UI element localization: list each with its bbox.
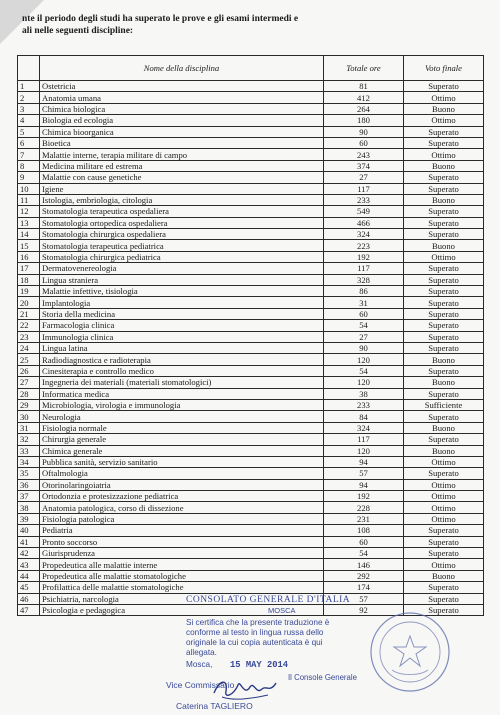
- final-grade: Ottimo: [404, 513, 484, 524]
- final-grade: Buono: [404, 570, 484, 581]
- certification-text-line: Si certifica che la presente traduzione è: [186, 618, 330, 627]
- consul-title: Il Console Generale: [288, 673, 357, 682]
- total-hours: 117: [324, 434, 404, 445]
- row-number: 3: [18, 103, 40, 114]
- final-grade: Superato: [404, 183, 484, 194]
- final-grade: Superato: [404, 388, 484, 399]
- final-grade: Superato: [404, 548, 484, 559]
- discipline-name: Chimica biologica: [40, 103, 324, 114]
- table-row: [18, 297, 484, 308]
- total-hours: 92: [324, 604, 404, 615]
- total-hours: 94: [324, 479, 404, 490]
- total-hours: 60: [324, 137, 404, 148]
- total-hours: 31: [324, 297, 404, 308]
- row-number: 43: [18, 559, 40, 570]
- table-header-row: [18, 56, 484, 81]
- row-number: 7: [18, 149, 40, 160]
- column-header-hours: Totale ore: [324, 56, 404, 81]
- table-row: [18, 479, 484, 490]
- table-row: [18, 365, 484, 376]
- total-hours: 243: [324, 149, 404, 160]
- total-hours: 117: [324, 263, 404, 274]
- discipline-name: Farmacologia clinica: [40, 320, 324, 331]
- total-hours: 60: [324, 308, 404, 319]
- final-grade: Buono: [404, 422, 484, 433]
- row-number: 29: [18, 399, 40, 410]
- total-hours: 412: [324, 92, 404, 103]
- certification-text-line: originale la cui copia autenticata è qui: [186, 638, 323, 647]
- table-row: [18, 320, 484, 331]
- total-hours: 120: [324, 377, 404, 388]
- final-grade: Superato: [404, 536, 484, 547]
- row-number: 28: [18, 388, 40, 399]
- table-row: [18, 456, 484, 467]
- discipline-name: Biologia ed ecologia: [40, 115, 324, 126]
- final-grade: Superato: [404, 411, 484, 422]
- row-number: 34: [18, 456, 40, 467]
- discipline-name: Oftalmologia: [40, 468, 324, 479]
- table-row: [18, 263, 484, 274]
- certification-text-line: allegata.: [186, 648, 217, 657]
- total-hours: 120: [324, 354, 404, 365]
- discipline-name: Fisiologia patologica: [40, 513, 324, 524]
- row-number: 6: [18, 137, 40, 148]
- total-hours: 94: [324, 456, 404, 467]
- total-hours: 228: [324, 502, 404, 513]
- discipline-name: Psicologia e pedagogica: [40, 604, 324, 615]
- table-row: [18, 229, 484, 240]
- row-number: 19: [18, 286, 40, 297]
- table-row: [18, 559, 484, 570]
- row-number: 40: [18, 525, 40, 536]
- final-grade: Buono: [404, 194, 484, 205]
- consulate-city: MOSCA: [268, 606, 296, 615]
- row-number: 5: [18, 126, 40, 137]
- final-grade: Ottimo: [404, 149, 484, 160]
- table-row: [18, 525, 484, 536]
- final-grade: Superato: [404, 286, 484, 297]
- total-hours: 57: [324, 593, 404, 604]
- row-number: 21: [18, 308, 40, 319]
- final-grade: Superato: [404, 320, 484, 331]
- discipline-name: Malattie con cause genetiche: [40, 172, 324, 183]
- row-number: 32: [18, 434, 40, 445]
- discipline-name: Storia della medicina: [40, 308, 324, 319]
- header-line-1: nte il periodo degli studi ha superato le prove e gli esami intermedi e: [22, 14, 299, 24]
- final-grade: Superato: [404, 137, 484, 148]
- table-row: [18, 206, 484, 217]
- table-row: [18, 570, 484, 581]
- final-grade: Superato: [404, 434, 484, 445]
- final-grade: Superato: [404, 217, 484, 228]
- final-grade: Buono: [404, 445, 484, 456]
- table-row: [18, 411, 484, 422]
- discipline-name: Igiene: [40, 183, 324, 194]
- final-grade: Superato: [404, 274, 484, 285]
- row-number: 8: [18, 160, 40, 171]
- table-row: [18, 251, 484, 262]
- total-hours: 146: [324, 559, 404, 570]
- total-hours: 192: [324, 251, 404, 262]
- table-row: [18, 115, 484, 126]
- table-row: [18, 548, 484, 559]
- discipline-name: Profilattica delle malattie stomatologiche: [40, 582, 324, 593]
- total-hours: 174: [324, 582, 404, 593]
- final-grade: Superato: [404, 308, 484, 319]
- row-number: 17: [18, 263, 40, 274]
- discipline-name: Pediatria: [40, 525, 324, 536]
- table-row: [18, 434, 484, 445]
- row-number: 24: [18, 342, 40, 353]
- vice-title: Vice Commissario: [166, 680, 235, 690]
- row-number: 41: [18, 536, 40, 547]
- final-grade: Superato: [404, 468, 484, 479]
- discipline-name: Malattie infettive, tisiologia: [40, 286, 324, 297]
- row-number: 18: [18, 274, 40, 285]
- table-row: [18, 342, 484, 353]
- row-number: 42: [18, 548, 40, 559]
- column-header-grade: Voto finale: [404, 56, 484, 81]
- official-name: Caterina TAGLIERO: [176, 701, 253, 711]
- table-row: [18, 81, 484, 92]
- total-hours: 233: [324, 399, 404, 410]
- row-number: 47: [18, 604, 40, 615]
- table-row: [18, 354, 484, 365]
- final-grade: Buono: [404, 160, 484, 171]
- discipline-name: Informatica medica: [40, 388, 324, 399]
- row-number: 25: [18, 354, 40, 365]
- discipline-name: Stomatologia terapeutica ospedaliera: [40, 206, 324, 217]
- column-header-discipline: Nome della disciplina: [40, 56, 324, 81]
- table-row: [18, 445, 484, 456]
- row-number: 37: [18, 491, 40, 502]
- discipline-name: Stomatologia terapeutica pediatrica: [40, 240, 324, 251]
- row-number: 10: [18, 183, 40, 194]
- total-hours: 192: [324, 491, 404, 502]
- total-hours: 223: [324, 240, 404, 251]
- table-row: [18, 137, 484, 148]
- discipline-name: Ingegneria dei materiali (materiali stomatologici): [40, 377, 324, 388]
- total-hours: 54: [324, 365, 404, 376]
- table-row: [18, 194, 484, 205]
- row-number: 30: [18, 411, 40, 422]
- row-number: 15: [18, 240, 40, 251]
- discipline-name: Neurologia: [40, 411, 324, 422]
- discipline-name: Radiodiagnostica e radioterapia: [40, 354, 324, 365]
- total-hours: 27: [324, 172, 404, 183]
- final-grade: Superato: [404, 229, 484, 240]
- total-hours: 38: [324, 388, 404, 399]
- header-line-2: ali nelle seguenti discipline:: [22, 26, 134, 36]
- final-grade: Ottimo: [404, 502, 484, 513]
- discipline-name: Ostetricia: [40, 81, 324, 92]
- discipline-name: Microbiologia, virologia e immunologia: [40, 399, 324, 410]
- final-grade: Superato: [404, 582, 484, 593]
- row-number: 45: [18, 582, 40, 593]
- row-number: 31: [18, 422, 40, 433]
- certification-text-line: conforme al testo in lingua russa dello: [186, 628, 324, 637]
- final-grade: Sufficiente: [404, 399, 484, 410]
- table-row: [18, 274, 484, 285]
- row-number: 33: [18, 445, 40, 456]
- discipline-name: Bioetica: [40, 137, 324, 148]
- discipline-name: Lingua straniera: [40, 274, 324, 285]
- final-grade: Superato: [404, 297, 484, 308]
- final-grade: Buono: [404, 354, 484, 365]
- row-number: 13: [18, 217, 40, 228]
- discipline-name: Otorinolaringoiatria: [40, 479, 324, 490]
- table-row: [18, 126, 484, 137]
- discipline-name: Giurisprudenza: [40, 548, 324, 559]
- row-number: 2: [18, 92, 40, 103]
- discipline-name: Pubblica sanità, servizio sanitario: [40, 456, 324, 467]
- discipline-name: Propedeutica alle malattie interne: [40, 559, 324, 570]
- table-row: [18, 582, 484, 593]
- final-grade: Ottimo: [404, 559, 484, 570]
- final-grade: Superato: [404, 593, 484, 604]
- row-number: 1: [18, 81, 40, 92]
- table-row: [18, 513, 484, 524]
- total-hours: 549: [324, 206, 404, 217]
- total-hours: 108: [324, 525, 404, 536]
- row-number: 11: [18, 194, 40, 205]
- total-hours: 120: [324, 445, 404, 456]
- row-number: 22: [18, 320, 40, 331]
- discipline-name: Chimica bioorganica: [40, 126, 324, 137]
- final-grade: Superato: [404, 81, 484, 92]
- row-number: 16: [18, 251, 40, 262]
- final-grade: Superato: [404, 126, 484, 137]
- table-row: [18, 399, 484, 410]
- table-row: [18, 308, 484, 319]
- total-hours: 324: [324, 229, 404, 240]
- total-hours: 264: [324, 103, 404, 114]
- table-row: [18, 172, 484, 183]
- table-row: [18, 377, 484, 388]
- discipline-name: Anatomia umana: [40, 92, 324, 103]
- discipline-name: Stomatologia ortopedica ospedaliera: [40, 217, 324, 228]
- total-hours: 54: [324, 548, 404, 559]
- discipline-name: Propedeutica alle malattie stomatologiche: [40, 570, 324, 581]
- final-grade: Ottimo: [404, 479, 484, 490]
- total-hours: 90: [324, 126, 404, 137]
- row-number: 46: [18, 593, 40, 604]
- signature: [210, 675, 280, 703]
- table-row: [18, 502, 484, 513]
- table-row: [18, 536, 484, 547]
- discipline-name: Stomatologia chirurgica pediatrica: [40, 251, 324, 262]
- total-hours: 117: [324, 183, 404, 194]
- final-grade: Buono: [404, 103, 484, 114]
- final-grade: Ottimo: [404, 92, 484, 103]
- final-grade: Superato: [404, 263, 484, 274]
- final-grade: Buono: [404, 377, 484, 388]
- table-row: [18, 468, 484, 479]
- total-hours: 57: [324, 468, 404, 479]
- total-hours: 374: [324, 160, 404, 171]
- final-grade: Superato: [404, 172, 484, 183]
- total-hours: 54: [324, 320, 404, 331]
- table-row: [18, 331, 484, 342]
- table-body: [18, 81, 484, 616]
- final-grade: Superato: [404, 365, 484, 376]
- total-hours: 90: [324, 342, 404, 353]
- discipline-name: Pronto soccorso: [40, 536, 324, 547]
- discipline-name: Stomatologia chirurgica ospedaliera: [40, 229, 324, 240]
- row-number: 26: [18, 365, 40, 376]
- total-hours: 60: [324, 536, 404, 547]
- discipline-name: Chirurgia generale: [40, 434, 324, 445]
- discipline-name: Istologia, embriologia, citologia: [40, 194, 324, 205]
- discipline-name: Dermatovenereologia: [40, 263, 324, 274]
- discipline-name: Fisiologia normale: [40, 422, 324, 433]
- final-grade: Superato: [404, 604, 484, 615]
- final-grade: Superato: [404, 525, 484, 536]
- certification-date: 15 MAY 2014: [230, 660, 289, 670]
- consulate-name: CONSOLATO GENERALE D'ITALIA: [186, 595, 351, 605]
- certification-place: Mosca,: [186, 660, 213, 669]
- row-number: 4: [18, 115, 40, 126]
- table-row: [18, 422, 484, 433]
- discipline-name: Psichiatria, narcologia: [40, 593, 324, 604]
- discipline-name: Lingua latina: [40, 342, 324, 353]
- discipline-name: Implantologia: [40, 297, 324, 308]
- total-hours: 180: [324, 115, 404, 126]
- row-number: 12: [18, 206, 40, 217]
- total-hours: 84: [324, 411, 404, 422]
- total-hours: 233: [324, 194, 404, 205]
- total-hours: 292: [324, 570, 404, 581]
- row-number: 23: [18, 331, 40, 342]
- row-number: 20: [18, 297, 40, 308]
- discipline-name: Chimica generale: [40, 445, 324, 456]
- final-grade: Superato: [404, 331, 484, 342]
- table-row: [18, 491, 484, 502]
- consulate-seal: [368, 610, 452, 694]
- column-header-number: [18, 56, 40, 81]
- final-grade: Superato: [404, 206, 484, 217]
- final-grade: Ottimo: [404, 251, 484, 262]
- total-hours: 86: [324, 286, 404, 297]
- total-hours: 466: [324, 217, 404, 228]
- final-grade: Buono: [404, 240, 484, 251]
- discipline-name: Immunologia clinica: [40, 331, 324, 342]
- final-grade: Superato: [404, 342, 484, 353]
- discipline-name: Anatomia patologica, corso di dissezione: [40, 502, 324, 513]
- total-hours: 231: [324, 513, 404, 524]
- total-hours: 324: [324, 422, 404, 433]
- final-grade: Ottimo: [404, 115, 484, 126]
- row-number: 44: [18, 570, 40, 581]
- table-row: [18, 160, 484, 171]
- table-row: [18, 149, 484, 160]
- table-row: [18, 388, 484, 399]
- discipline-name: Cinesiterapia e controllo medico: [40, 365, 324, 376]
- row-number: 27: [18, 377, 40, 388]
- disciplines-table: [17, 55, 484, 616]
- total-hours: 328: [324, 274, 404, 285]
- total-hours: 27: [324, 331, 404, 342]
- table-row: [18, 92, 484, 103]
- table-row: [18, 240, 484, 251]
- discipline-name: Malattie interne, terapia militare di campo: [40, 149, 324, 160]
- row-number: 36: [18, 479, 40, 490]
- row-number: 35: [18, 468, 40, 479]
- final-grade: Ottimo: [404, 456, 484, 467]
- discipline-name: Ortodonzia e protesizzazione pediatrica: [40, 491, 324, 502]
- row-number: 39: [18, 513, 40, 524]
- table-row: [18, 183, 484, 194]
- document-header: [22, 13, 482, 37]
- total-hours: 81: [324, 81, 404, 92]
- table-row: [18, 286, 484, 297]
- table-row: [18, 217, 484, 228]
- final-grade: Ottimo: [404, 491, 484, 502]
- row-number: 14: [18, 229, 40, 240]
- row-number: 9: [18, 172, 40, 183]
- table-row: [18, 103, 484, 114]
- row-number: 38: [18, 502, 40, 513]
- discipline-name: Medicina militare ed estrema: [40, 160, 324, 171]
